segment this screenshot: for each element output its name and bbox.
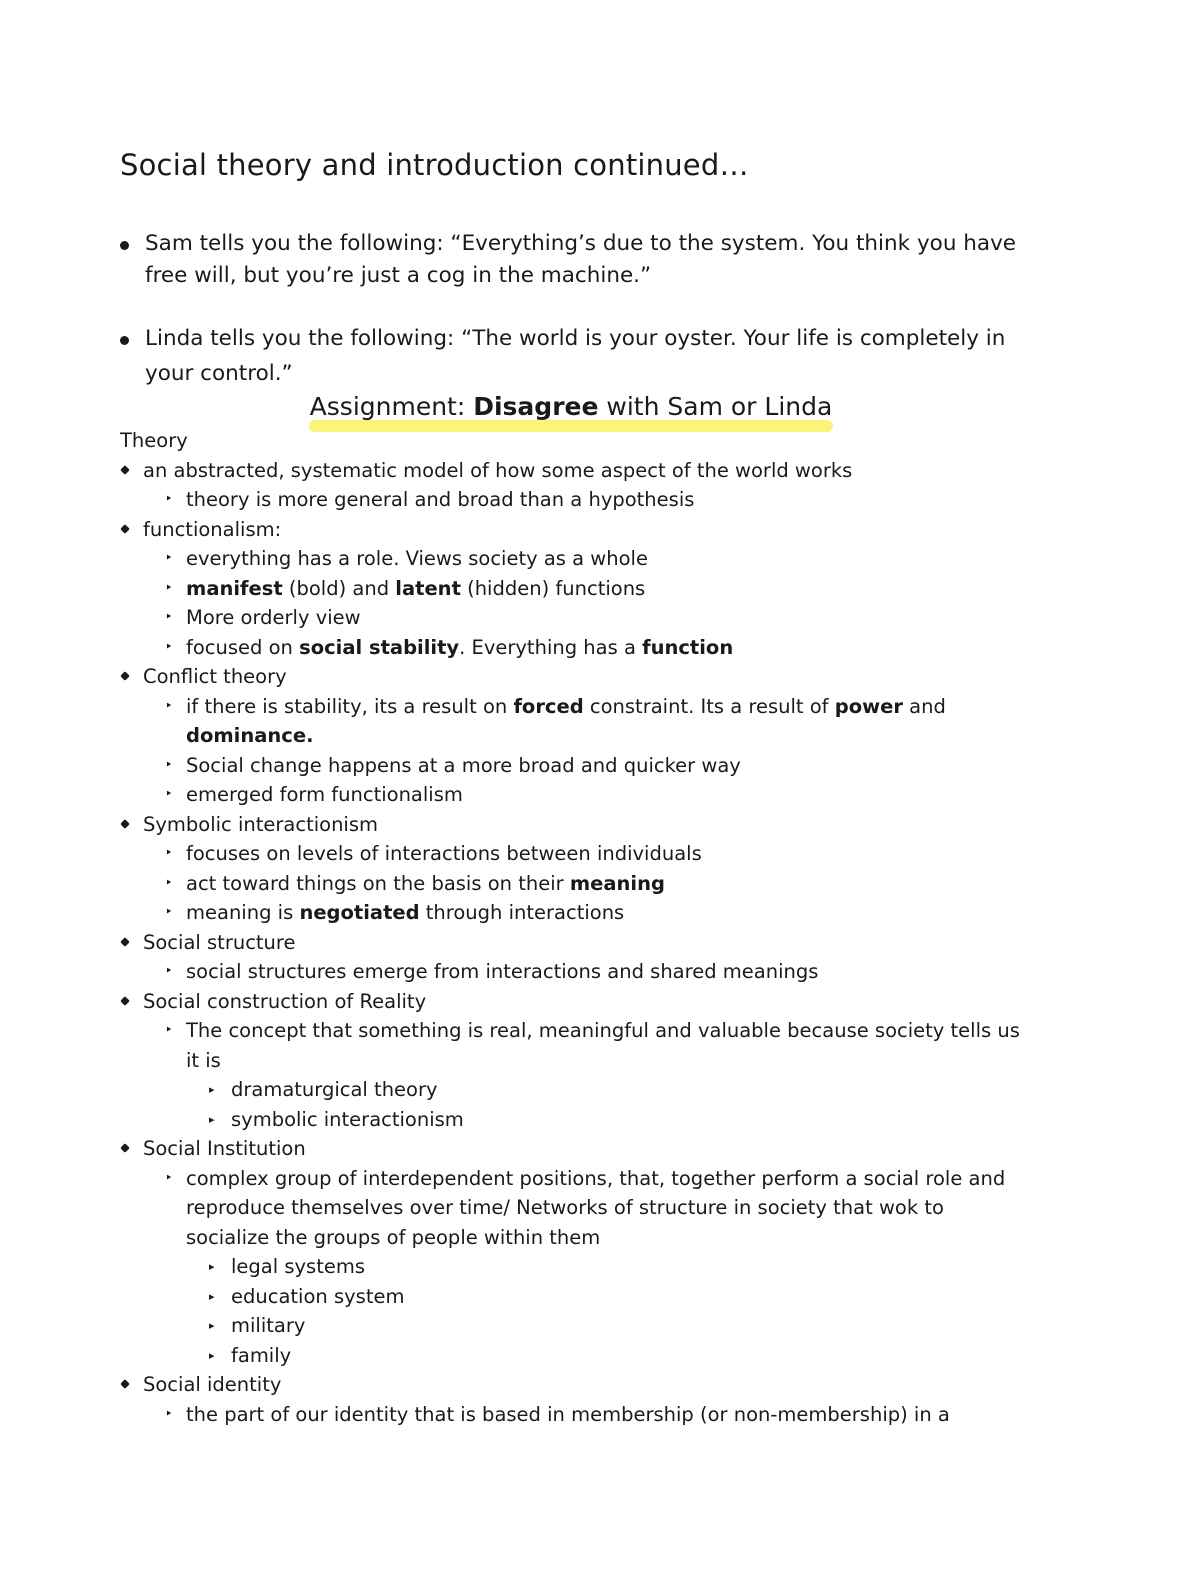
- bullet-icon: [120, 465, 130, 475]
- triangle-bullet-icon: ▸: [209, 1083, 215, 1096]
- outline-subitem: [120, 692, 1090, 722]
- outline-subitem: [120, 751, 1090, 781]
- outline-item: [120, 1134, 1090, 1164]
- intro-bullet-sam: [120, 228, 1080, 292]
- bold-term: dominance.: [186, 724, 314, 747]
- outline-subsubitem-label: legal systems: [231, 1255, 366, 1278]
- outline-item: [120, 515, 1090, 545]
- text-run: Social change happens at a more broad and quicker way: [186, 753, 741, 777]
- outline-subsubitem: [120, 1341, 1090, 1371]
- bold-term: power: [834, 694, 903, 718]
- text-run: emerged form functionalism: [186, 783, 463, 806]
- outline-item: [120, 810, 1090, 840]
- text-run: (hidden) functions: [460, 576, 646, 600]
- text-run: More orderly view: [186, 606, 361, 629]
- bold-term: meaning: [569, 871, 665, 895]
- text-run: it is: [186, 1048, 221, 1072]
- arrow-bullet-icon: ‣: [165, 905, 173, 920]
- outline-subitem-continuation: [120, 721, 1090, 751]
- bullet-icon: [120, 819, 130, 829]
- text-run: act toward things on the basis on their: [186, 871, 570, 895]
- arrow-bullet-icon: ‣: [165, 875, 173, 891]
- bold-term: negotiated: [299, 901, 420, 924]
- outline-subitem: [120, 1400, 1090, 1430]
- theory-outline: [120, 426, 1090, 1429]
- outline-item-label: Conflict theory: [143, 665, 287, 688]
- page-title: Social theory and introduction continued…: [120, 148, 749, 182]
- text-run: if there is stability, its a result on: [186, 694, 514, 718]
- arrow-bullet-icon: ‣: [165, 1170, 173, 1186]
- text-run: focuses on levels of interactions between individuals: [186, 842, 702, 865]
- triangle-bullet-icon: ▸: [209, 1348, 215, 1362]
- outline-subitem: [120, 869, 1090, 899]
- intro-bullet-linda: [120, 323, 1080, 390]
- text-run: The concept that something is real, meaningful and valuable because society tells us: [186, 1019, 1020, 1042]
- assignment-bold: Disagree: [473, 392, 599, 421]
- outline-subsubitem: [120, 1252, 1090, 1282]
- arrow-bullet-icon: ‣: [165, 757, 173, 773]
- outline-item-label: Social construction of Reality: [143, 989, 427, 1013]
- outline-subsubitem: [120, 1075, 1090, 1105]
- outline-subsubitem: [120, 1311, 1090, 1341]
- outline-heading: Theory: [120, 429, 188, 452]
- outline-subsubitem-label: dramaturgical theory: [231, 1078, 438, 1101]
- outline-subitem: [120, 957, 1090, 987]
- arrow-bullet-icon: ‣: [165, 787, 173, 802]
- text-run: complex group of interdependent positions, that, together perform a social role and: [186, 1166, 1006, 1190]
- outline-subitem: [120, 839, 1090, 869]
- bullet-icon: [120, 1379, 130, 1389]
- outline-item: [120, 987, 1090, 1017]
- text-run: everything has a role. Views society as a whole: [186, 547, 648, 570]
- text-run: the part of our identity that is based in membership (or non-membership) in a: [186, 1402, 950, 1426]
- bullet-icon: [120, 524, 130, 534]
- bullet-icon: [120, 671, 130, 681]
- outline-subitem: [120, 574, 1090, 604]
- bold-term: latent: [395, 576, 461, 600]
- text-run: and: [902, 694, 946, 718]
- bullet-icon: [120, 1143, 130, 1153]
- intro-line: Sam tells you the following: “Everything’s due to the system. You think you have: [145, 231, 1017, 256]
- outline-item: [120, 1370, 1090, 1400]
- text-run: socialize the groups of people within them: [186, 1225, 601, 1249]
- text-run: through interactions: [419, 901, 625, 924]
- bullet-dot: [120, 241, 129, 250]
- bold-term: manifest: [186, 576, 283, 600]
- arrow-bullet-icon: ‣: [165, 580, 173, 596]
- outline-subitem-continuation: [120, 1046, 1090, 1076]
- text-run: reproduce themselves over time/ Networks of structure in society that wok to: [186, 1196, 944, 1219]
- outline-subsubitem-label: family: [231, 1343, 292, 1367]
- arrow-bullet-icon: ‣: [165, 846, 173, 861]
- outline-subitem: [120, 603, 1090, 633]
- bullet-icon: [120, 937, 130, 947]
- outline-subsubitem: [120, 1282, 1090, 1312]
- outline-item: [120, 928, 1090, 958]
- outline-subitem: [120, 633, 1090, 663]
- arrow-bullet-icon: ‣: [165, 492, 173, 507]
- bold-term: social stability: [299, 635, 460, 659]
- outline-item-label: Social Institution: [143, 1137, 306, 1160]
- outline-subitem-continuation: [120, 1223, 1090, 1253]
- intro-line: your control.”: [145, 361, 293, 386]
- arrow-bullet-icon: ‣: [165, 1023, 173, 1038]
- outline-subsubitem-label: symbolic interactionism: [231, 1107, 464, 1131]
- arrow-bullet-icon: ‣: [165, 698, 173, 714]
- arrow-bullet-icon: ‣: [165, 610, 173, 625]
- outline-item-label: Social structure: [143, 930, 296, 954]
- intro-line: free will, but you’re just a cog in the machine.”: [145, 263, 652, 288]
- outline-subitem: [120, 544, 1090, 574]
- outline-item: [120, 662, 1090, 692]
- arrow-bullet-icon: ‣: [165, 551, 173, 566]
- bold-term: forced: [513, 694, 584, 718]
- outline-item-label: Social identity: [143, 1373, 282, 1396]
- outline-subitem-continuation: [120, 1193, 1090, 1223]
- outline-subsubitem: [120, 1105, 1090, 1135]
- outline-subitem: [120, 898, 1090, 928]
- text-run: theory is more general and broad than a hypothesis: [186, 488, 695, 511]
- text-run: . Everything has a: [459, 635, 643, 659]
- text-run: meaning is: [186, 901, 300, 924]
- intro-line: Linda tells you the following: “The world is your oyster. Your life is completely in: [145, 326, 1006, 351]
- assignment-prefix: Assignment:: [309, 392, 474, 421]
- triangle-bullet-icon: ▸: [209, 1260, 215, 1273]
- outline-item-label: functionalism:: [143, 517, 282, 541]
- text-run: constraint. Its a result of: [583, 694, 835, 718]
- arrow-bullet-icon: ‣: [165, 1406, 173, 1422]
- outline-subitem: [120, 1016, 1090, 1046]
- text-run: social structures emerge from interactions and shared meanings: [186, 960, 819, 983]
- outline-subitem: [120, 485, 1090, 515]
- triangle-bullet-icon: ▸: [209, 1289, 215, 1303]
- bullet-dot: [120, 336, 129, 345]
- outline-item: [120, 456, 1090, 486]
- assignment-suffix: with Sam or Linda: [598, 392, 833, 421]
- triangle-bullet-icon: ▸: [209, 1112, 215, 1126]
- outline-item-label: an abstracted, systematic model of how some aspect of the world works: [143, 458, 853, 482]
- text-run: (bold) and: [282, 576, 396, 600]
- outline-item-label: Symbolic interactionism: [143, 812, 379, 836]
- arrow-bullet-icon: ‣: [165, 639, 173, 655]
- arrow-bullet-icon: ‣: [165, 964, 173, 979]
- assignment-heading: [309, 390, 833, 424]
- outline-subitem: [120, 1164, 1090, 1194]
- outline-subitem: [120, 780, 1090, 810]
- bullet-icon: [120, 996, 130, 1006]
- bold-term: function: [642, 635, 734, 659]
- text-run: focused on: [186, 635, 300, 659]
- outline-subsubitem-label: education system: [231, 1284, 405, 1308]
- triangle-bullet-icon: ▸: [209, 1319, 215, 1332]
- outline-subsubitem-label: military: [231, 1314, 306, 1337]
